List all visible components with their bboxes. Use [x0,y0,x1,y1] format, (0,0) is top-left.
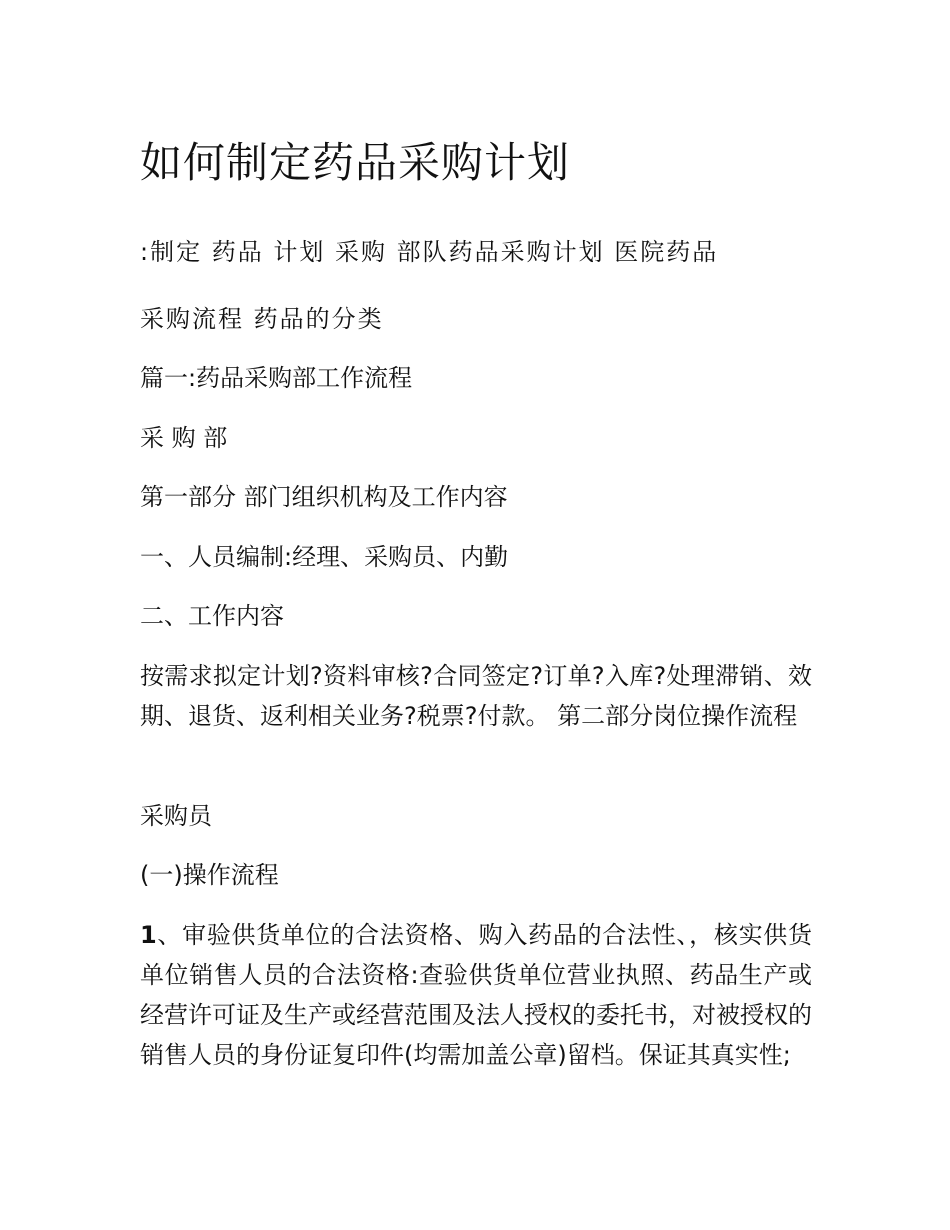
department-name: 采 购 部 [140,424,228,452]
step-one-paragraph [140,915,812,1075]
chapter-heading: 篇一:药品采购部工作流程 [140,364,413,392]
part-one-heading: 第一部分 部门组织机构及工作内容 [140,483,508,511]
document-title: 如何制定药品采购计划 [140,138,571,187]
work-content-item: 二、工作内容 [140,602,284,630]
step-one-number: 1 [140,921,157,949]
work-content-paragraph: 按需求拟定计划?资料审核?合同签定?订单?入库?处理滞销、效期、退货、返利相关业务?税票?付款。 第二部分岗位操作流程 [140,662,812,730]
staffing-item: 一、人员编制:经理、采购员、内勤 [140,543,509,571]
keywords-line-2: 采购流程 药品的分类 [140,305,384,333]
keywords-line-1: :制定 药品 计划 采购 部队药品采购计划 医院药品 [140,238,719,266]
operation-flow-heading: (一)操作流程 [140,861,279,889]
step-one-text: 、审验供货单位的合法资格、购入药品的合法性、，核实供货单位销售人员的合法资格:查验供货单位营业执照、药品生产或经营许可证及生产或经营范围及法人授权的委托书，对被授权的销售人员的身份证复印件(均需加盖公章)留档。保证其真实性; [140,921,812,1069]
role-heading: 采购员 [140,802,212,830]
